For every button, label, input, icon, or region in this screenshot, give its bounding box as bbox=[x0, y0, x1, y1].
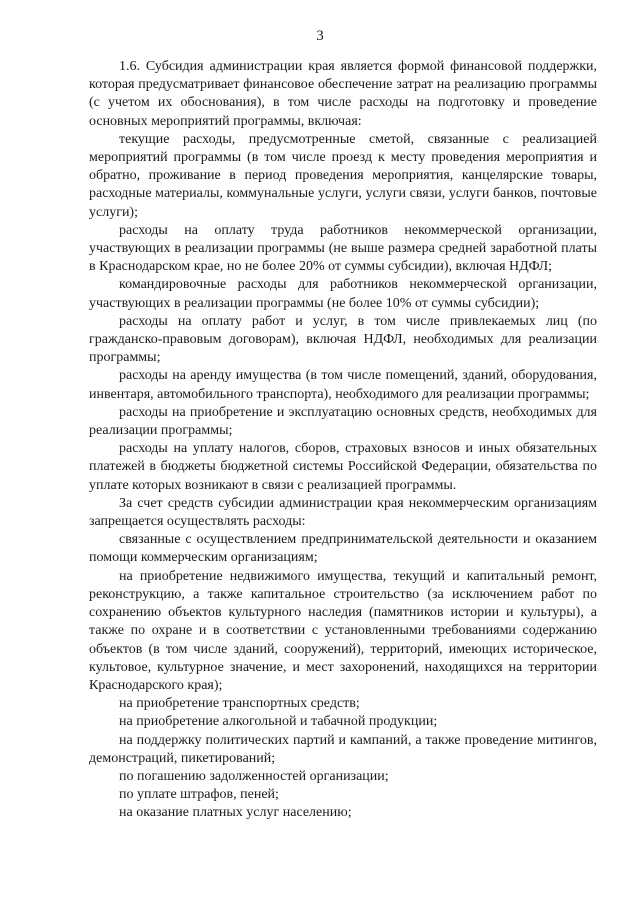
paragraph-current-expenses: текущие расходы, предусмотренные сметой, связанные с реализацией мероприятий программы (в том числе проезд к месту проведения мероприятия и обратно, проживание в период проведения мероприятия, канцелярские товары, расходные материалы, коммунальные услуги, услуги связи, услуги банков, почтовые услуги); bbox=[89, 131, 597, 220]
paragraph-prohibited-intro: За счет средств субсидии администрации края некоммерческим организациям запрещается осуществлять расходы: bbox=[89, 495, 597, 530]
paragraph-vehicles: на приобретение транспортных средств; bbox=[119, 696, 360, 712]
paragraph-works-and-services: расходы на оплату работ и услуг, в том числе привлекаемых лиц (по гражданско-правовым договорам), включая НДФЛ, необходимых для реализации программы; bbox=[89, 313, 597, 366]
paragraph-travel-expenses: командировочные расходы для работников некоммерческой организации, участвующих в реализации программы (не более 10% от суммы субсидии); bbox=[89, 277, 597, 311]
paragraph-labor-costs: расходы на оплату труда работников некоммерческой организации, участвующих в реализации программы (не выше размера средней заработной платы в Краснодарском крае, но не более 20% от суммы субсидии), включая НДФЛ; bbox=[89, 222, 597, 275]
paragraph-fixed-assets: расходы на приобретение и эксплуатацию основных средств, необходимых для реализации программы; bbox=[89, 404, 597, 439]
body-text bbox=[89, 58, 597, 823]
paragraph-property-rent: расходы на аренду имущества (в том числе помещений, зданий, оборудования, инвентаря, автомобильного транспорта), необходимого для реализации программы; bbox=[89, 368, 597, 402]
paragraph-debt-repayment: по погашению задолженностей организации; bbox=[119, 768, 389, 784]
page-number: 3 bbox=[316, 28, 324, 44]
paragraph-real-estate: на приобретение недвижимого имущества, текущий и капитальный ремонт, реконструкцию, а также капитальное строительство (за исключением работ по сохранению объектов культурного наследия (памятников истории и культуры), а также по охране и в соответствии с установленными требованиями содержанию объектов (в том числе зданий, сооружений), территорий, имеющих историческое, культовое, культурное значение, и мест захоронений, находящихся на территории Краснодарского края); bbox=[89, 568, 597, 693]
paragraph-alcohol-tobacco: на приобретение алкогольной и табачной продукции; bbox=[119, 714, 438, 730]
paragraph-taxes: расходы на уплату налогов, сборов, страховых взносов и иных обязательных платежей в бюджеты бюджетной системы Российской Федерации, обязательства по уплате которых возникают в связи с реализацией программы. bbox=[89, 441, 597, 493]
paragraph-1-6-intro: 1.6. Субсидия администрации края является формой финансовой поддержки, которая предусматривает финансовое обеспечение затрат на реализацию программы (с учетом их обоснования), в том числе расходы на подготовку и проведение основных мероприятий программы, включая: bbox=[89, 59, 597, 129]
paragraph-entrepreneurial-activity: связанные с осуществлением предпринимательской деятельности и оказанием помощи коммерческим организациям; bbox=[89, 532, 597, 566]
paragraph-paid-services: на оказание платных услуг населению; bbox=[119, 805, 352, 821]
paragraph-political-support: на поддержку политических партий и кампаний, а также проведение митингов, демонстраций, пикетирований; bbox=[89, 732, 597, 766]
paragraph-fines: по уплате штрафов, пеней; bbox=[119, 787, 279, 803]
